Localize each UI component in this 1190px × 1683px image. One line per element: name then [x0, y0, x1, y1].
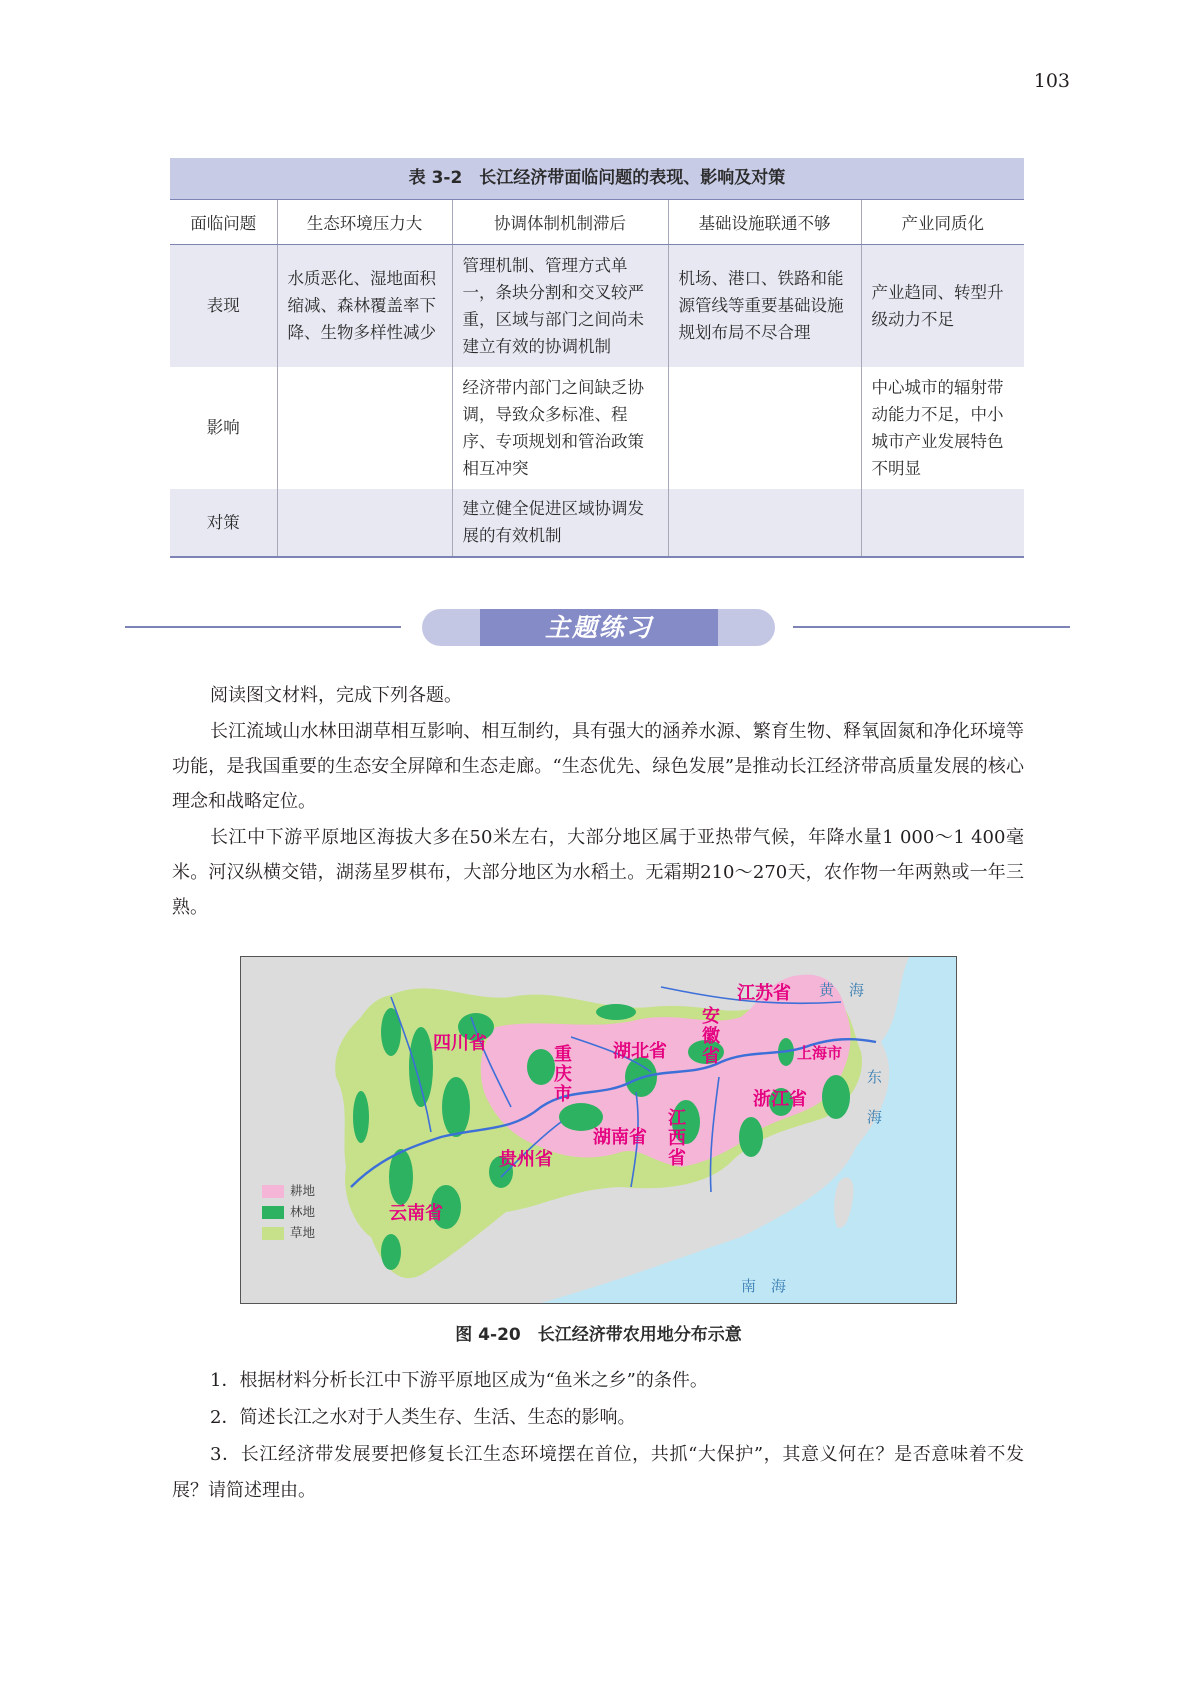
sea-label-east-sea: 东 海	[867, 1068, 898, 1126]
grassland-swatch	[262, 1227, 284, 1240]
table-cell: 产业趋同、转型升级动力不足	[861, 245, 1024, 367]
forest-patch	[442, 1077, 470, 1137]
intro-text: 阅读图文材料，完成下列各题。	[210, 685, 462, 706]
forest-patch	[527, 1049, 555, 1085]
table-header-cell: 面临问题	[170, 200, 277, 245]
taiwan-island	[834, 1177, 853, 1228]
table-cell	[861, 489, 1024, 557]
table-cell	[668, 367, 861, 489]
legend-label: 草地	[290, 1225, 316, 1240]
map-label-zhejiang: 浙江省	[753, 1089, 807, 1110]
map-legend	[262, 1180, 315, 1243]
legend-item-grassland	[262, 1222, 315, 1243]
table-cell: 管理机制、管理方式单一，条块分割和交叉较严重，区域与部门之间尚未建立有效的协调机制	[452, 245, 668, 367]
forest-patch	[596, 1004, 636, 1020]
table-cell	[668, 489, 861, 557]
map-label-guizhou: 贵州省	[499, 1149, 553, 1170]
table-cell: 经济带内部门之间缺乏协调，导致众多标准、程序、专项规划和管治政策相互冲突	[452, 367, 668, 489]
table-cell	[277, 489, 452, 557]
legend-label: 林地	[290, 1204, 316, 1219]
map-figure	[240, 956, 957, 1304]
table-cell: 中心城市的辐射带动能力不足，中小城市产业发展特色不明显	[861, 367, 1024, 489]
table-row	[170, 489, 1024, 557]
problems-table	[170, 200, 1024, 558]
table-header-row	[170, 200, 1024, 245]
section-title: 主题练习	[480, 609, 718, 646]
sea-label-yellow-sea: 黄 海	[819, 981, 865, 999]
forest-patch	[381, 1234, 401, 1270]
question-2: 2．简述长江之水对于人类生存、生活、生态的影响。	[210, 1407, 636, 1428]
table-header-cell: 产业同质化	[861, 200, 1024, 245]
table-cell: 建立健全促进区域协调发展的有效机制	[452, 489, 668, 557]
figure-caption: 图 4-20 长江经济带农用地分布示意	[455, 1325, 742, 1345]
legend-item-farmland	[262, 1180, 315, 1201]
table-header-cell: 基础设施联通不够	[668, 200, 861, 245]
question-3: 3．长江经济带发展要把修复长江生态环境摆在首位，共抓“大保护”，其意义何在？是否意味着不发展？请简述理由。	[172, 1444, 1024, 1501]
sea-label-south-sea: 南 海	[741, 1277, 787, 1295]
table-header-cell: 生态环境压力大	[277, 200, 452, 245]
table-row	[170, 367, 1024, 489]
legend-label: 耕地	[290, 1183, 316, 1198]
row-label: 对策	[170, 489, 277, 557]
map-label-hubei: 湖北省	[613, 1041, 667, 1062]
table-row	[170, 245, 1024, 367]
table-header-cell: 协调体制机制滞后	[452, 200, 668, 245]
forest-patch	[739, 1117, 763, 1157]
map-label-hunan: 湖南省	[593, 1127, 647, 1148]
table-cell: 水质恶化、湿地面积缩减、森林覆盖率下降、生物多样性减少	[277, 245, 452, 367]
map-label-jiangxi: 江西省	[668, 1108, 686, 1169]
question-1: 1．根据材料分析长江中下游平原地区成为“鱼米之乡”的条件。	[210, 1370, 708, 1391]
table-cell: 机场、港口、铁路和能源管线等重要基础设施规划布局不尽合理	[668, 245, 861, 367]
farmland-swatch	[262, 1185, 284, 1198]
row-label: 影响	[170, 367, 277, 489]
forest-patch	[353, 1091, 369, 1143]
paragraph: 长江流域山水林田湖草相互影响、相互制约，具有强大的涵养水源、繁育生物、释氧固氮和净化环境等功能，是我国重要的生态安全屏障和生态走廊。“生态优先、绿色发展”是推动长江经济带高质量发展的核心理念和战略定位。	[172, 721, 1024, 812]
section-divider-right	[793, 626, 1070, 628]
section-divider-left	[125, 626, 401, 628]
map-label-sichuan: 四川省	[433, 1033, 487, 1054]
paragraph: 长江中下游平原地区海拔大多在50米左右，大部分地区属于亚热带气候，年降水量1 000～1 400毫米。河汉纵横交错，湖荡星罗棋布，大部分地区为水稻土。无霜期210～270天，农作物一年两熟或一年三熟。	[172, 827, 1024, 918]
table-cell	[277, 367, 452, 489]
table-caption: 表 3-2 长江经济带面临问题的表现、影响及对策	[170, 158, 1024, 201]
map-label-anhui: 安徽省	[702, 1006, 720, 1067]
map-label-chongqing: 重庆市	[554, 1044, 572, 1105]
legend-item-forest	[262, 1201, 315, 1222]
map-label-yunnan: 云南省	[389, 1203, 443, 1224]
forest-patch	[409, 1027, 433, 1107]
page-number: 103	[1033, 70, 1070, 92]
forest-patch	[822, 1075, 850, 1119]
row-label: 表现	[170, 245, 277, 367]
forest-swatch	[262, 1206, 284, 1219]
map-label-jiangsu: 江苏省	[737, 983, 791, 1004]
map-label-shanghai: 上海市	[797, 1044, 843, 1062]
